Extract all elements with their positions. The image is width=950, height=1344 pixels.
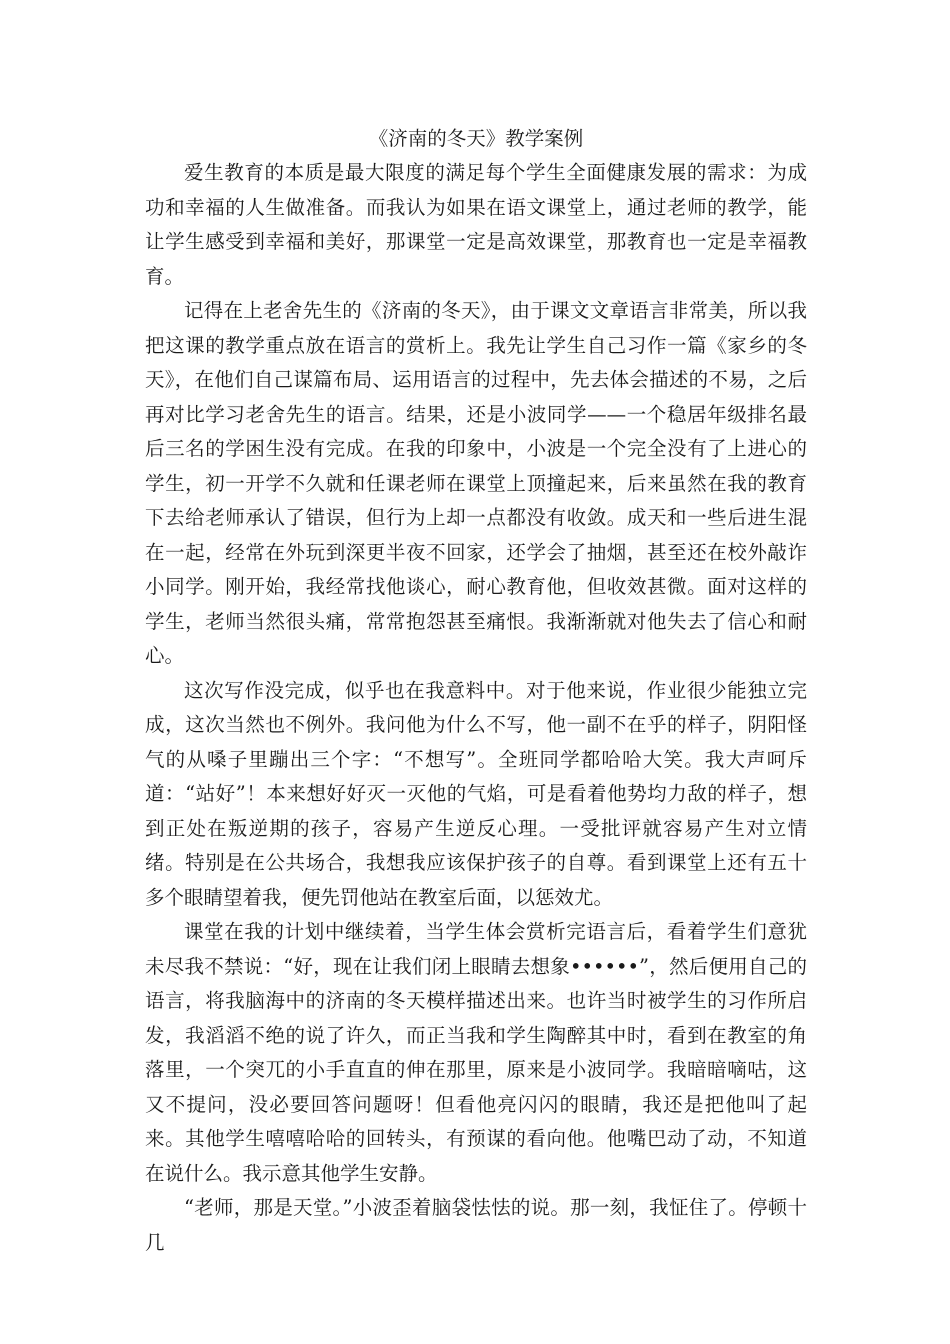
paragraph-5: “老师，那是天堂。”小波歪着脑袋怯怯的说。那一刻，我怔住了。停顿十几 [145,1196,807,1254]
document-title: 《济南的冬天》教学案例 [368,127,584,150]
paragraph-4: 课堂在我的计划中继续着，当学生体会赏析完语言后，看着学生们意犹未尽我不禁说：“好，现在让我们闭上眼睛去想象••••••”，然后便用自己的语言，将我脑海中的济南的冬天模样描述出来。也许当时被学生的习作所启发，我滔滔不绝的说了许久，而正当我和学生陶醉其中时，看到在教室的角落里，一个突兀的小手直直的伸在那里，原来是小波同学。我暗暗嘀咕，这又不提问，没必要回答问题呀！但看他亮闪闪的眼睛，我还是把他叫了起来。其他学生嘻嘻哈哈的回转头，有预谋的看向他。他嘴巴动了动，不知道在说什么。我示意其他学生安静。 [145,920,807,1185]
paragraph-3: 这次写作没完成，似乎也在我意料中。对于他来说，作业很少能独立完成，这次当然也不例外。我问他为什么不写，他一副不在乎的样子，阴阳怪气的从嗓子里蹦出三个字：“不想写”。全班同学都哈哈大笑。我大声呵斥道：“站好”！本来想好好灭一灭他的气焰，可是看着他势均力敌的样子，想到正处在叛逆期的孩子，容易产生逆反心理。一受批评就容易产生对立情绪。特别是在公共场合，我想我应该保护孩子的自尊。看到课堂上还有五十多个眼睛望着我，便先罚他站在教室后面，以惩效尤。 [145,678,807,909]
document-body [145,122,807,1260]
paragraph-1: 爱生教育的本质是最大限度的满足每个学生全面健康发展的需求：为成功和幸福的人生做准备。而我认为如果在语文课堂上，通过老师的教学，能让学生感受到幸福和美好，那课堂一定是高效课堂，那教育也一定是幸福教育。 [145,161,807,288]
paragraph-2: 记得在上老舍先生的《济南的冬天》，由于课文文章语言非常美，所以我把这课的教学重点放在语言的赏析上。我先让学生自己习作一篇《家乡的冬天》，在他们自己谋篇布局、运用语言的过程中，先去体会描述的不易，之后再对比学习老舍先生的语言。结果，还是小波同学——一个稳居年级排名最后三名的学困生没有完成。在我的印象中，小波是一个完全没有了上进心的学生，初一开学不久就和任课老师在课堂上顶撞起来，后来虽然在我的教育下去给老师承认了错误，但行为上却一点都没有收敛。成天和一些后进生混在一起，经常在外玩到深更半夜不回家，还学会了抽烟，甚至还在校外敲诈小同学。刚开始，我经常找他谈心，耐心教育他，但收效甚微。面对这样的学生，老师当然很头痛，常常抱怨甚至痛恨。我渐渐就对他失去了信心和耐心。 [145,299,807,667]
